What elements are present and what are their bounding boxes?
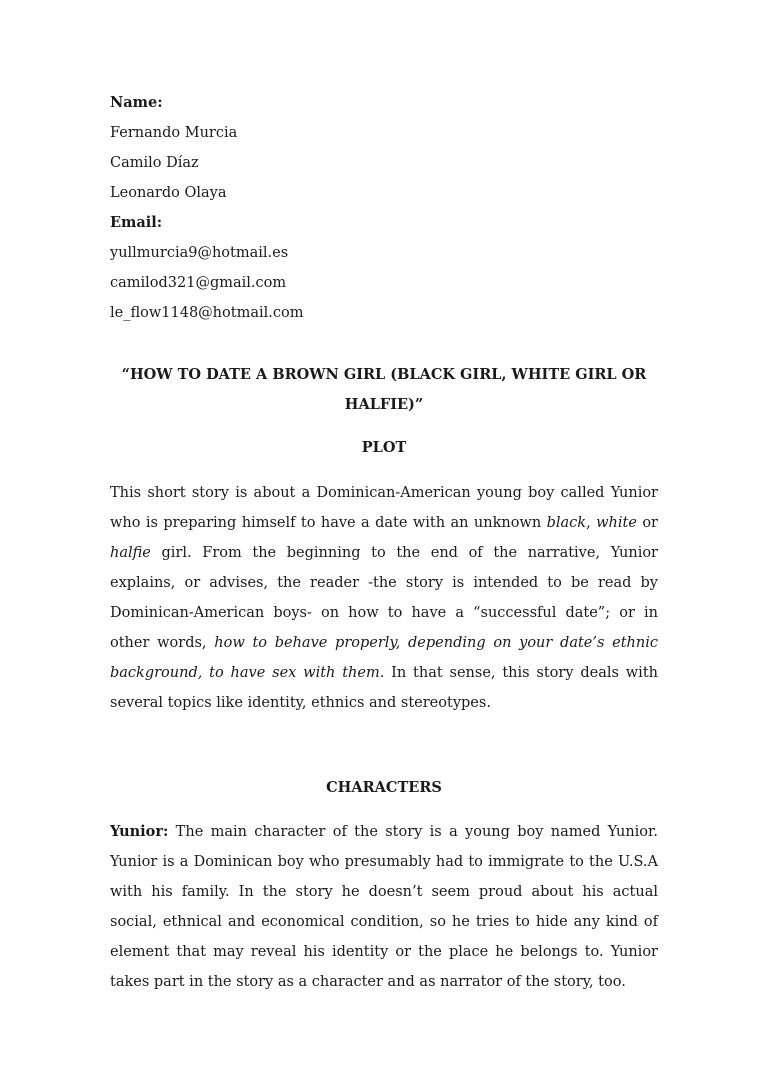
characters-line (110, 907, 658, 937)
characters-line (110, 937, 658, 967)
characters-text: The main character of the story is a young boy named Yunior. (168, 824, 658, 840)
plot-heading: PLOT (361, 439, 407, 456)
title-line-2: HALFIE)” (344, 396, 424, 413)
plot-line (110, 628, 658, 658)
plot-paragraph (110, 478, 658, 718)
characters-paragraph (110, 817, 658, 997)
characters-text: with his family. In the story he doesn’t seem proud about his actual (110, 884, 658, 900)
plot-text: Dominican-American boys- on how to have a “successful date”; or in (110, 605, 658, 621)
plot-italic: black (546, 515, 587, 531)
author-email: le_flow1148@hotmail.com (110, 305, 304, 321)
author-email: camilod321@gmail.com (110, 275, 287, 291)
characters-line (110, 817, 658, 847)
author-name: Leonardo Olaya (110, 185, 227, 201)
plot-italic: how to behave properly, depending on your date’s ethnic (214, 635, 658, 651)
plot-line (110, 478, 658, 508)
characters-text: social, ethnical and economical condition, so he tries to hide any kind of (110, 914, 658, 930)
plot-italic: background, to have sex with them (110, 665, 380, 681)
plot-italic: white (596, 515, 637, 531)
document-title (110, 360, 658, 420)
plot-line (110, 658, 658, 688)
author-email: yullmurcia9@hotmail.es (110, 245, 289, 261)
name-label: Name: (110, 94, 163, 111)
characters-heading: CHARACTERS (326, 779, 442, 796)
plot-text: This short story is about a Dominican-American young boy called Yunior (110, 485, 658, 501)
plot-text: other words, (110, 635, 215, 651)
plot-text: or (636, 515, 658, 531)
characters-line (110, 847, 658, 877)
plot-line (110, 568, 658, 598)
characters-text: Yunior is a Dominican boy who presumably had to immigrate to the U.S.A (110, 854, 658, 870)
characters-line (110, 967, 658, 997)
plot-line (110, 598, 658, 628)
characters-text: takes part in the story as a character and as narrator of the story, too. (110, 974, 626, 990)
character-name-yunior: Yunior: (110, 823, 169, 840)
plot-text: several topics like identity, ethnics and stereotypes. (110, 695, 491, 711)
plot-text: who is preparing himself to have a date with an unknown (110, 515, 547, 531)
plot-italic: halfie (110, 545, 151, 561)
email-label: Email: (110, 214, 163, 231)
plot-line (110, 508, 658, 538)
plot-text: girl. From the beginning to the end of the narrative, Yunior (150, 545, 658, 561)
plot-text: . In that sense, this story deals with (379, 665, 658, 681)
plot-line (110, 538, 658, 568)
title-line-1: “HOW TO DATE A BROWN GIRL (BLACK GIRL, WHITE GIRL OR (121, 366, 647, 383)
author-name: Camilo Díaz (110, 155, 199, 171)
plot-text: explains, or advises, the reader -the story is intended to be read by (110, 575, 658, 591)
author-name: Fernando Murcia (110, 125, 238, 141)
plot-text: , (586, 515, 597, 531)
characters-line (110, 877, 658, 907)
plot-line (110, 688, 658, 718)
characters-text: element that may reveal his identity or the place he belongs to. Yunior (110, 944, 658, 960)
